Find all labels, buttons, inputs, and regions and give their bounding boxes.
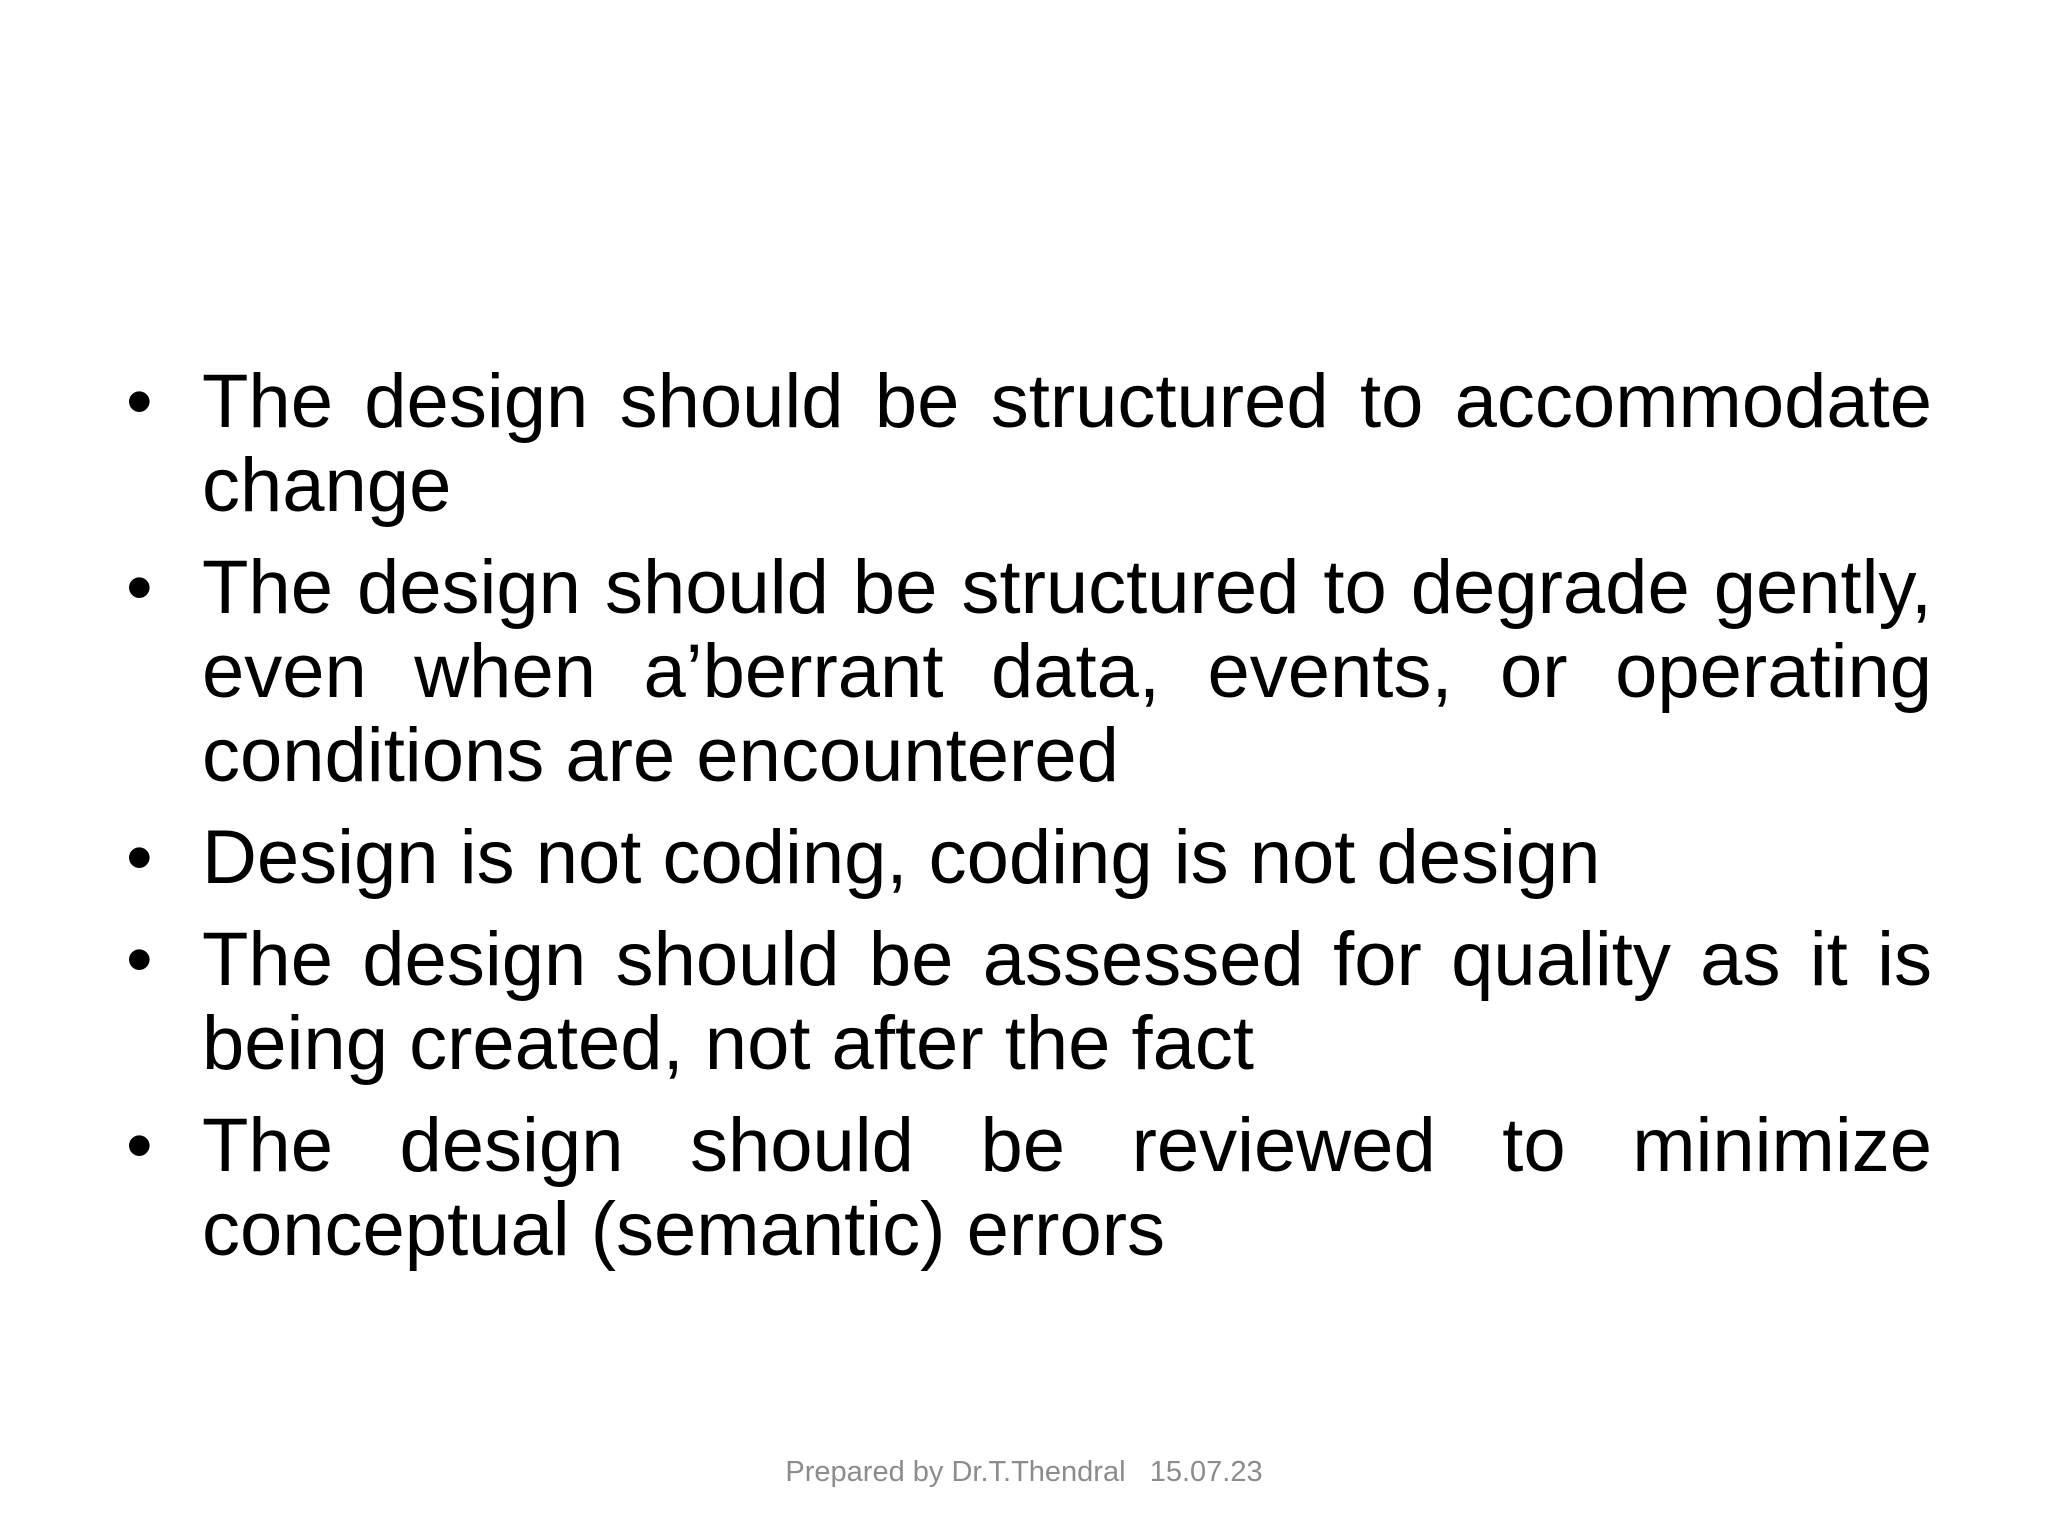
- slide-footer: Prepared by Dr.T.Thendral 15.07.23: [785, 1456, 1263, 1488]
- bullet-text: The design should be structured to degrade gently, even when a’berrant data, events, or operating conditions are encountered: [202, 545, 1932, 798]
- bullet-text: The design should be reviewed to minimize conceptual (semantic) errors: [202, 1103, 1932, 1272]
- slide-content: [122, 360, 1932, 1290]
- bullet-item: [122, 918, 1932, 1086]
- bullet-text: The design should be structured to accommodate change: [202, 359, 1932, 528]
- bullet-dot-icon: •: [126, 359, 153, 444]
- bullet-dot-icon: •: [126, 1103, 153, 1188]
- bullet-text: Design is not coding, coding is not design: [202, 815, 1601, 900]
- bullet-item: [122, 360, 1932, 528]
- bullet-dot-icon: •: [126, 917, 153, 1002]
- bullet-list: [122, 360, 1932, 1272]
- bullet-item: [122, 546, 1932, 798]
- bullet-dot-icon: •: [126, 545, 153, 630]
- bullet-text: The design should be assessed for quality as it is being created, not after the fact: [202, 917, 1932, 1086]
- bullet-dot-icon: •: [126, 815, 153, 900]
- bullet-item: [122, 816, 1932, 900]
- bullet-item: [122, 1104, 1932, 1272]
